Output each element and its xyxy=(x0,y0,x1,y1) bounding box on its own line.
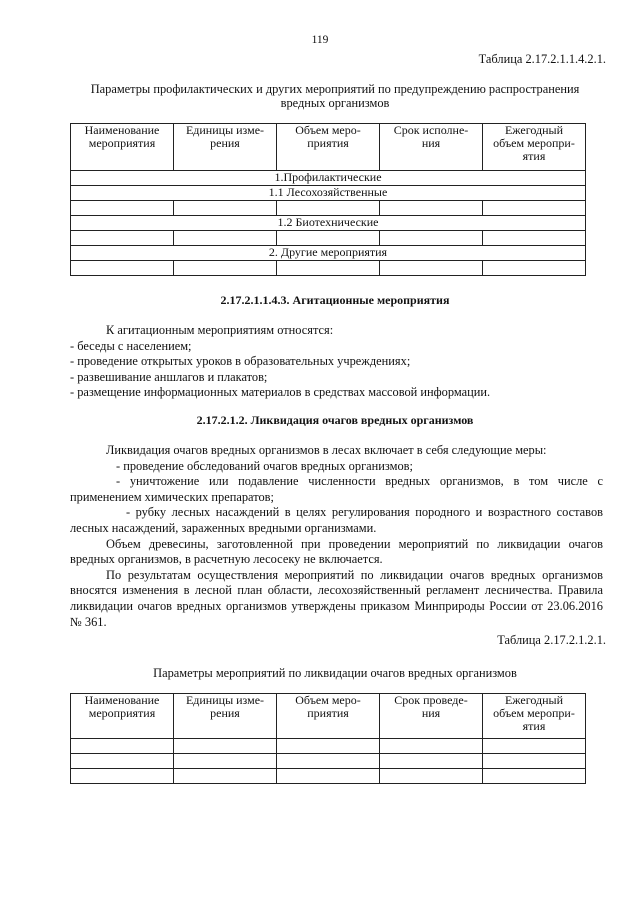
table1-section-row: 2. Другие мероприятия xyxy=(71,246,586,261)
table2-header-cell: Наименование мероприятия xyxy=(71,694,174,739)
agitation-intro: К агитационным мероприятиям относятся: xyxy=(106,323,334,337)
paragraph: По результатам осуществления мероприятий по ликвидации очагов вредных организмов вносятся изменения в лесной план области, лесохозяйственный регламент лесничества. Правила ликвидации очагов вредных организмов утверждены приказом Минприроды России от 23.06.2016 № 361. xyxy=(70,567,603,629)
table1-header-cell: Срок исполне- ния xyxy=(380,124,483,171)
table1-header-cell: Наименование мероприятия xyxy=(71,124,174,171)
table1-empty-row xyxy=(71,201,586,216)
agitation-block xyxy=(70,323,603,401)
section-heading-agitation: 2.17.2.1.1.4.3. Агитационные мероприятия xyxy=(220,293,450,307)
table2-empty-row xyxy=(71,739,586,754)
paragraph: Объем древесины, заготовленной при проведении мероприятий по ликвидации очагов вредных организмов, в расчетную лесосеку не включается. xyxy=(70,536,603,567)
table2-header-cell: Единицы изме- рения xyxy=(174,694,277,739)
table2-empty-row xyxy=(71,769,586,784)
table1-section-row: 1.1 Лесохозяйственные xyxy=(71,186,586,201)
table1-header-row xyxy=(71,124,586,171)
table2-header-cell: Срок проведе- ния xyxy=(380,694,483,739)
table1-empty-row xyxy=(71,231,586,246)
table1-label: Таблица 2.17.2.1.1.4.2.1. xyxy=(478,52,606,66)
table1-caption: Параметры профилактических и других мероприятий по предупреждению распространения вредных организмов xyxy=(90,82,580,110)
page-number: 119 xyxy=(311,34,329,46)
table2-header-cell: Ежегодный объем меропри- ятия xyxy=(483,694,586,739)
table1-header-cell: Единицы изме- рения xyxy=(174,124,277,171)
list-item: - проведение открытых уроков в образовательных учреждениях; xyxy=(70,354,411,369)
list-item: - рубку лесных насаждений в целях регулирования породного и возрастного составов лесных насаждений, зараженных вредными организмами. xyxy=(70,505,603,535)
agitation-list xyxy=(70,339,603,401)
table1-header-cell: Объем меро- приятия xyxy=(277,124,380,171)
table2-header-cell: Объем меро- приятия xyxy=(277,694,380,739)
table1-empty-row xyxy=(71,261,586,276)
liquidation-block xyxy=(70,443,603,630)
table2-caption: Параметры мероприятий по ликвидации очагов вредных организмов xyxy=(153,666,517,680)
section-heading-liquidation: 2.17.2.1.2. Ликвидация очагов вредных организмов xyxy=(196,413,474,427)
paragraph: Ликвидация очагов вредных организмов в лесах включает в себя следующие меры: xyxy=(106,443,547,457)
table1 xyxy=(70,123,586,276)
list-item: - размещение информационных материалов в средствах массовой информации. xyxy=(70,385,491,400)
table1-section-row: 1.Профилактические xyxy=(71,171,586,186)
table2-empty-row xyxy=(71,754,586,769)
table2-header-row xyxy=(71,694,586,739)
list-item: - уничтожение или подавление численности вредных организмов, в том числе с применением химических препаратов; xyxy=(70,474,603,504)
table1-header-cell: Ежегодный объем меропри- ятия xyxy=(483,124,586,171)
list-item: - развешивание аншлагов и плакатов; xyxy=(70,369,268,384)
list-item: - проведение обследований очагов вредных организмов; xyxy=(116,458,413,473)
table2-label: Таблица 2.17.2.1.2.1. xyxy=(497,633,606,647)
table1-section-row: 1.2 Биотехнические xyxy=(71,216,586,231)
list-item: - беседы с населением; xyxy=(70,338,192,353)
table2 xyxy=(70,693,586,784)
